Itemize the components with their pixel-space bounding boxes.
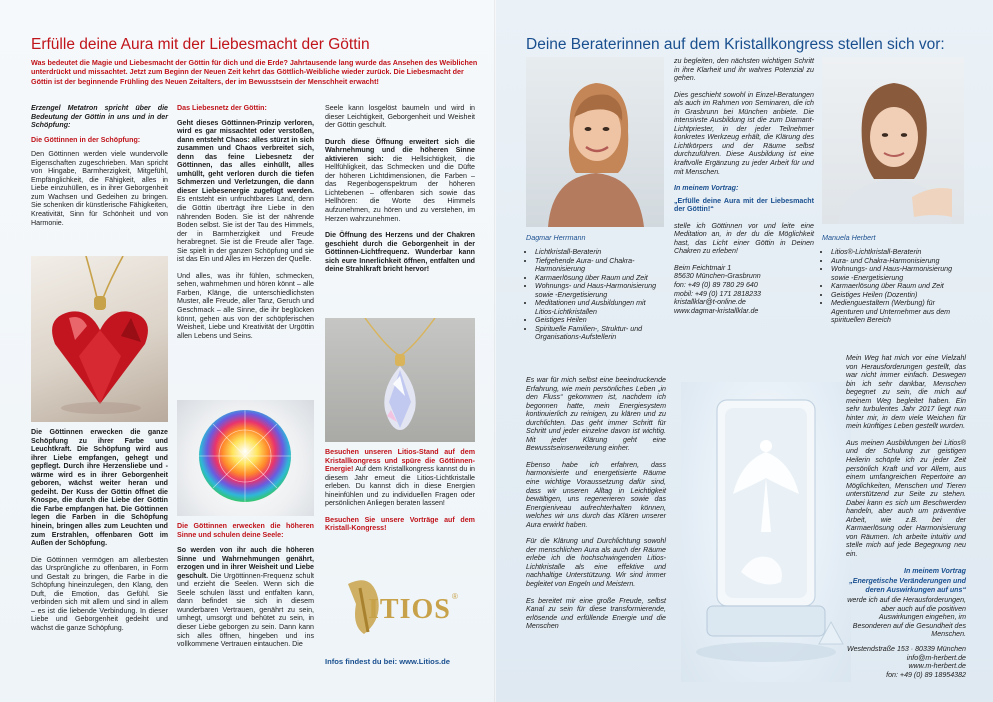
dagmar-mobile: mobil: +49 (0) 171 2818233 bbox=[674, 289, 761, 298]
crystal-pendant-image bbox=[325, 318, 475, 442]
goddess-paragraph-3: Die Göttinnen vermögen am allerbesten das Ursprüngliche zu offenbaren, in Form und Gestalt zu bringen, die Farbe in die Schöpfung hineinzulegen, den Klang, den Duft, die Emotion, das Gefühl. Sie verbinden sich mit allem und sind in allem – es ist die liebende Verbindung. In dieser Liebe und Geborgenheit gedeiht und wächst die ganze Schöpfung. bbox=[31, 555, 168, 633]
left-column-2-lower bbox=[177, 522, 314, 657]
registered-mark: ® bbox=[452, 592, 458, 601]
dagmar-continuation-column bbox=[674, 57, 814, 323]
manuela-service-item: • Aura- und Chakra-Harmonisierung bbox=[831, 257, 968, 266]
dagmar-service-item: • Spirituelle Familien-, Struktur- und Organisations-Aufstellerin bbox=[535, 325, 666, 342]
goddess-paragraph-1: Den Göttinnen werden viele wundervolle Eigenschaften zugeschrieben. Man spricht von Hingabe, Barmherzigkeit, Mitgefühl, Empfänglichkeit, die Fähigkeit, alles in Liebe einzuhüllen, es in ihrer Geborgenheit zum Wachsen und Gedeihen zu bringen. Sie schenken dir künstlerische Fähigkeiten, Kreativität, Sinn für Schönheit und von Harmonie. bbox=[31, 150, 168, 227]
rainbow-crystal-ball-photo bbox=[177, 400, 314, 516]
lectures-invitation: Besuchen Sie unsere Vorträge auf dem Kristall-Kongress! bbox=[325, 515, 475, 533]
soul-paragraph: Seele kann losgelöst baumeln und wird in dieser Leichtigkeit, Geborgenheit und Weisheit der Göttin geschult. bbox=[325, 104, 475, 130]
manuela-portrait bbox=[822, 57, 964, 224]
dagmar-paragraph-6: Dies geschieht sowohl in Einzel-Beratungen als auch im Rahmen von Seminaren, die ich in Grasbrunn bei München anbiete. Die intensivste Ausbildung ist die zum Diamant-Lichtpriester, in der jeder Teilnehmer konkretes Werkzeug erhält, die Klärung des Lichtkörpers und der Räume selbst durchzuführen. Diese Ausbildung ist eine kraftvolle Ergänzung zu jeder Arbeit für und mit Menschen. bbox=[674, 90, 814, 176]
manuela-paragraph-3: werde ich auf die Herausforderungen, aber auch auf die positiven Auswirkungen eingehen, im Besonderen auf die Gesundheit des Menschen. bbox=[847, 596, 966, 639]
dagmar-paragraph-3: Für die Klärung und Durchlichtung sowohl der menschlichen Aura als auch der Räume erlebe ich die hochschwingenden Litios-Lichtkristalle als eine effektive und nachhaltige Unterstützung. Wir sind immer begleitet von Engeln und Meistern. bbox=[526, 537, 666, 589]
dagmar-story-column bbox=[526, 376, 666, 639]
love-net-paragraph-1-bold: Geht dieses Göttinnen-Prinzip verloren, wird es gar missachtet oder verstoßen, dann entsteht Chaos: alles stürzt in sich zusammen und Chaos verbreitet sich, denn das feine Liebesnetz der Göttinnen, das alles einhüllt, alles umhüllt, geht verloren durch die tiefen Schmerzen und Verletzungen, die dann dieser Liebesenergie zugefügt werden. bbox=[177, 118, 314, 195]
visit-stand-heading: Besuchen unseren Litios-Stand auf dem Kristallkongress und spüre die Göttinnen-Energie! bbox=[325, 448, 475, 474]
manuela-service-item: • Litios®-Lichtkristall-Beraterin bbox=[831, 248, 968, 257]
left-column-1-lower bbox=[31, 428, 168, 641]
dagmar-service-item: • Lichtkristall-Beraterin bbox=[535, 248, 666, 257]
litios-website-link[interactable]: Infos findest du bei: www.Litios.de bbox=[325, 657, 451, 666]
visit-stand-paragraph: Auf dem Kristallkongress kannst du in diesem Jahr erneut die Litios-Lichtkristalle erleben. Du kannst dich in diese Energien hineinfühlen und zu individuellen Fragen oder persönlichen Anliegen beraten lassen! bbox=[325, 465, 475, 508]
manuela-paragraph-2: Aus meinen Ausbildungen bei Litios® und der Schulung zur geistigen Heilerin schöpfe ich zu jeder Zeit persönlich Kraft und vor Allem, aus einem umfangreichen Repertoire an Möglichkeiten, Menschen und Tieren unterstützend zur Seite zu stehen. Dabei kann es sich um Beschwerden handeln, aber auch um präventive Arbeit, wie z.B. bei der Karmaerlösung oder Harmonisierung von Räumen. Ich arbeite intuitiv und stelle mich auf jede Begegnung neu ein. bbox=[846, 438, 966, 559]
dagmar-service-item: • Geistiges Heilen bbox=[535, 316, 666, 325]
higher-senses-paragraph: Die Urgöttinnen-Frequenz schult und erzieht die Seelen. Wenn sich die Seele schulen lässt und entfalten kann, dann befindet sie sich in diesem wunderbaren Vertrauen, genährt zu sein, umhegt, umsorgt und behütet zu sein, in dieser Liebe geborgen zu sein. Dann kann sich alles öffnen, hingeben und ins vollkommene Vertrauen eintauchen. Die bbox=[177, 571, 314, 649]
dagmar-herrmann-photo bbox=[526, 57, 664, 227]
higher-senses-paragraph-bold: So werden von ihr auch die höheren Sinne und Wahrnehmungen genährt, erzogen und in ihrer Weisheit und Liebe geschult. bbox=[177, 546, 314, 580]
red-heart-crystal-photo bbox=[31, 256, 168, 422]
section-heading-love-net: Das Liebesnetz der Göttin: bbox=[177, 104, 267, 112]
litios-logo-wordmark: ITIOS bbox=[368, 594, 451, 625]
crystal-drop-pendant-photo bbox=[325, 318, 475, 442]
love-net-paragraph-2: Und alles, was ihr fühlen, schmecken, sehen, wahrnehmen und hören könnt – alle Farben, Klänge, die unterschiedlichsten Muster, alle Freude, aller Tanz, Geruch und Geschmack – alle Sinne, die ihr beglücken könnt, gehen aus von der schöpferischen Weisheit, Liebe und Kreativität der Urgöttin allen Lebens und Seins. bbox=[177, 271, 314, 340]
right-page-title: Deine Beraterinnen auf dem Kristallkongress stellen sich vor: bbox=[526, 36, 945, 53]
dagmar-email[interactable]: kristallklar@t-online.de bbox=[674, 298, 746, 307]
dagmar-paragraph-1: Es war für mich selbst eine beeindruckende Erfahrung, wie mein persönliches Leben „in den Fluss“ gekommen ist, nachdem ich begonnen hatte, mein Energiesystem kontinuierlich zu reinigen, zu klären und zu durchlichten. Das geht immer Schritt für Schritt und jeder einzelne davon ist wichtig. Mit jeder Klärung geht eine Bewusstseinserweiterung einher. bbox=[526, 376, 666, 453]
dagmar-paragraph-5: zu begleiten, den nächsten wichtigen Schritt in ihre Klarheit und ihr wahres Potenzial zu gehen. bbox=[674, 57, 814, 83]
litios-logo bbox=[338, 574, 464, 644]
heart-opening-paragraph: Die Öffnung des Herzens und der Chakren geschieht durch die Geborgenheit in der Göttinnen-Lichtfrequenz. Wunderbar kann sich eure Innerlichkeit öffnen, entfalten und deine Strahlkraft bricht hervor! bbox=[325, 231, 475, 274]
manuela-contact bbox=[846, 645, 966, 679]
manuela-story-column bbox=[846, 354, 966, 687]
dagmar-service-item: • Wohnungs- und Haus-Harmonisierung sowie -Energetisierung bbox=[535, 282, 666, 299]
heart-crystal-image bbox=[31, 256, 168, 422]
left-column-3 bbox=[325, 104, 475, 282]
manuela-talk-label: In meinem Vortrag bbox=[903, 566, 966, 575]
left-page bbox=[0, 0, 496, 702]
dagmar-portrait bbox=[526, 57, 664, 227]
dagmar-talk-label: In meinem Vortrag: bbox=[674, 184, 739, 193]
dagmar-paragraph-2: Ebenso habe ich erfahren, dass harmonisierte und energetisierte Räume eine wichtige Voraussetzung dafür sind, dass wir unseren Alltag in Leichtigkeit bewältigen, uns regenerieren sowie das Energieniveau aufrechterhalten können, welches wir uns durch das Klären unserer Aura erwirkt haben. bbox=[526, 460, 666, 529]
dagmar-contact bbox=[674, 264, 814, 315]
manuela-services-list bbox=[822, 248, 968, 325]
manuela-service-item: • Geistiges Heilen (Dozentin) bbox=[831, 291, 968, 300]
manuela-name: Manuela Herbert bbox=[822, 233, 876, 242]
left-page-title: Erfülle deine Aura mit der Liebesmacht der Göttin bbox=[31, 36, 370, 53]
dagmar-address-line: Beim Feichtmair 1 bbox=[674, 263, 732, 272]
dagmar-phone: fon: +49 (0) 89 780 29 640 bbox=[674, 281, 758, 290]
crystal-ball-image bbox=[177, 400, 314, 516]
dagmar-website[interactable]: www.dagmar-kristallklar.de bbox=[674, 306, 759, 315]
section-heading-higher-senses: Die Göttinnen erwecken die höheren Sinne und schulen deine Seele: bbox=[177, 522, 314, 539]
dagmar-name: Dagmar Herrmann bbox=[526, 233, 586, 242]
right-page bbox=[496, 0, 993, 702]
dagmar-service-item: • Karmaerlösung über Raum und Zeit bbox=[535, 274, 666, 283]
left-column-1 bbox=[31, 104, 168, 235]
left-column-2 bbox=[177, 104, 314, 348]
manuela-service-item: • Wohnungs- und Haus-Harmonisierung sowie -Energetisierung bbox=[831, 265, 968, 282]
dagmar-service-item: • Tiefgehende Aura- und Chakra-Harmonisierung bbox=[535, 257, 666, 274]
intro-lead: Was bedeutet die Magie und Liebesmacht der Göttin für dich und die Erde? Jahrtausende lang wurde das Ansehen des Weiblichen unterdrückt und missachtet. Jetzt zum Beginn der Neuen Zeit kehrt das Göttlich-Weibliche wieder zurück. Die Liebesmacht der Göttin ist der beginnende Frühling des Neuen Zeitalters, der im Bewusstsein der Menschheit erwacht! bbox=[31, 58, 478, 86]
dagmar-service-item: • Meditationen und Ausbildungen mit Litios-Lichtkristallen bbox=[535, 299, 666, 316]
manuela-phone: fon: +49 (0) 89 18954382 bbox=[886, 670, 966, 679]
dagmar-paragraph-7: stelle ich Göttinnen vor und leite eine Meditation an, in der du die Möglichkeit hast, das Licht einer Göttin in Deinen Chakren zu erleben! bbox=[674, 221, 814, 256]
angel-crystal-photo bbox=[681, 382, 851, 682]
manuela-email[interactable]: info@m-herbert.de bbox=[906, 653, 966, 662]
perception-paragraph: die Hellsichtigkeit, die Hellfühligkeit, das Schmecken und die Düfte der höheren Lichtdimensionen, die Farben – das Regenbogenspektrum der höheren Lichtebenen – offenbaren sich sowie das Hellhören: die Worte des Himmels aufzunehmen, zu hören und zu verstehen, im Herzen wahrzunehmen. bbox=[325, 154, 476, 223]
metatron-intro: Erzengel Metatron spricht über die Bedeutung der Göttin in uns und in der Schöpfung: bbox=[31, 104, 168, 130]
love-net-paragraph-1: Es entsteht ein unfruchtbares Land, denn die Göttin überträgt ihre Liebe in den nährenden Boden. Sie ist der nährende Boden selbst. Sie ist der Tau des Himmels, der in Barmherzigkeit und Freude herabregnet. Sie ist die Freude aller Tage. Sie spielt in der ganzen Schöpfung und sie ist das Ein und Alles im Herzen der Quelle. bbox=[177, 195, 314, 264]
manuela-address: Westendstraße 153 · 80339 München bbox=[847, 644, 966, 653]
dagmar-paragraph-4: Es bereitet mir eine große Freude, selbst Kanal zu sein für diese transformierende, erlösende und erfüllende Energie und die Menschen bbox=[526, 596, 666, 631]
goddess-paragraph-2: Die Göttinnen erwecken die ganze Schöpfung zu ihrer Farbe und Leuchtkraft. Die Schöpfung wird aus ihrer Liebe empfangen, gehegt und gepflegt. Durch ihre Herzensliebe und -wärme wird es in ihrer Geborgenheit geboren, wächst weiter heran und gedeiht. Der Kuss der Göttin öffnet die Knospe, die durch die Liebe der Göttin die Farbe empfangen hat. Die Göttinnen legen die Farben in die Schöpfung hinein, bringen alles zum Leuchten und zum Erstrahlen, offenbaren Gott im Außen der Schöpfung. bbox=[31, 428, 168, 548]
manuela-talk-title: „Energetische Veränderungen und deren Auswirkungen auf uns“ bbox=[849, 577, 966, 594]
manuela-herbert-photo bbox=[822, 57, 964, 224]
manuela-service-item: • Karmaerlösung über Raum und Zeit bbox=[831, 282, 968, 291]
dagmar-talk-title: „Erfülle deine Aura mit der Liebesmacht der Göttin!“ bbox=[674, 196, 814, 214]
manuela-website[interactable]: www.m-herbert.de bbox=[908, 662, 966, 671]
manuela-paragraph-1: Mein Weg hat mich vor eine Vielzahl von Herausforderungen gestellt, das war nicht immer einfach. Deswegen bin ich sehr dankbar, Menschen begegnet zu sein, die mich auf meinem Weg begleitet haben. Ein sehr turbulentes Jahr 2017 liegt nun hinter mir, in dem viele Weichen für mein künftiges Leben gestellt wurden. bbox=[846, 354, 966, 431]
dagmar-services-list bbox=[526, 248, 666, 342]
section-heading-goddesses: Die Göttinnen in der Schöpfung: bbox=[31, 135, 141, 144]
left-column-3-lower bbox=[325, 448, 475, 541]
dagmar-address-line: 85630 München-Grasbrunn bbox=[674, 272, 761, 281]
angel-crystal-image bbox=[681, 382, 851, 682]
manuela-service-item: • Medienguestaltern (Werbung) für Agenturen und Unternehmer aus dem spirituellen Bereich bbox=[831, 299, 968, 325]
perception-paragraph-bold: Durch diese Öffnung erweitert sich die Wahrnehmung und die höheren Sinne aktivieren sich: bbox=[325, 137, 475, 163]
